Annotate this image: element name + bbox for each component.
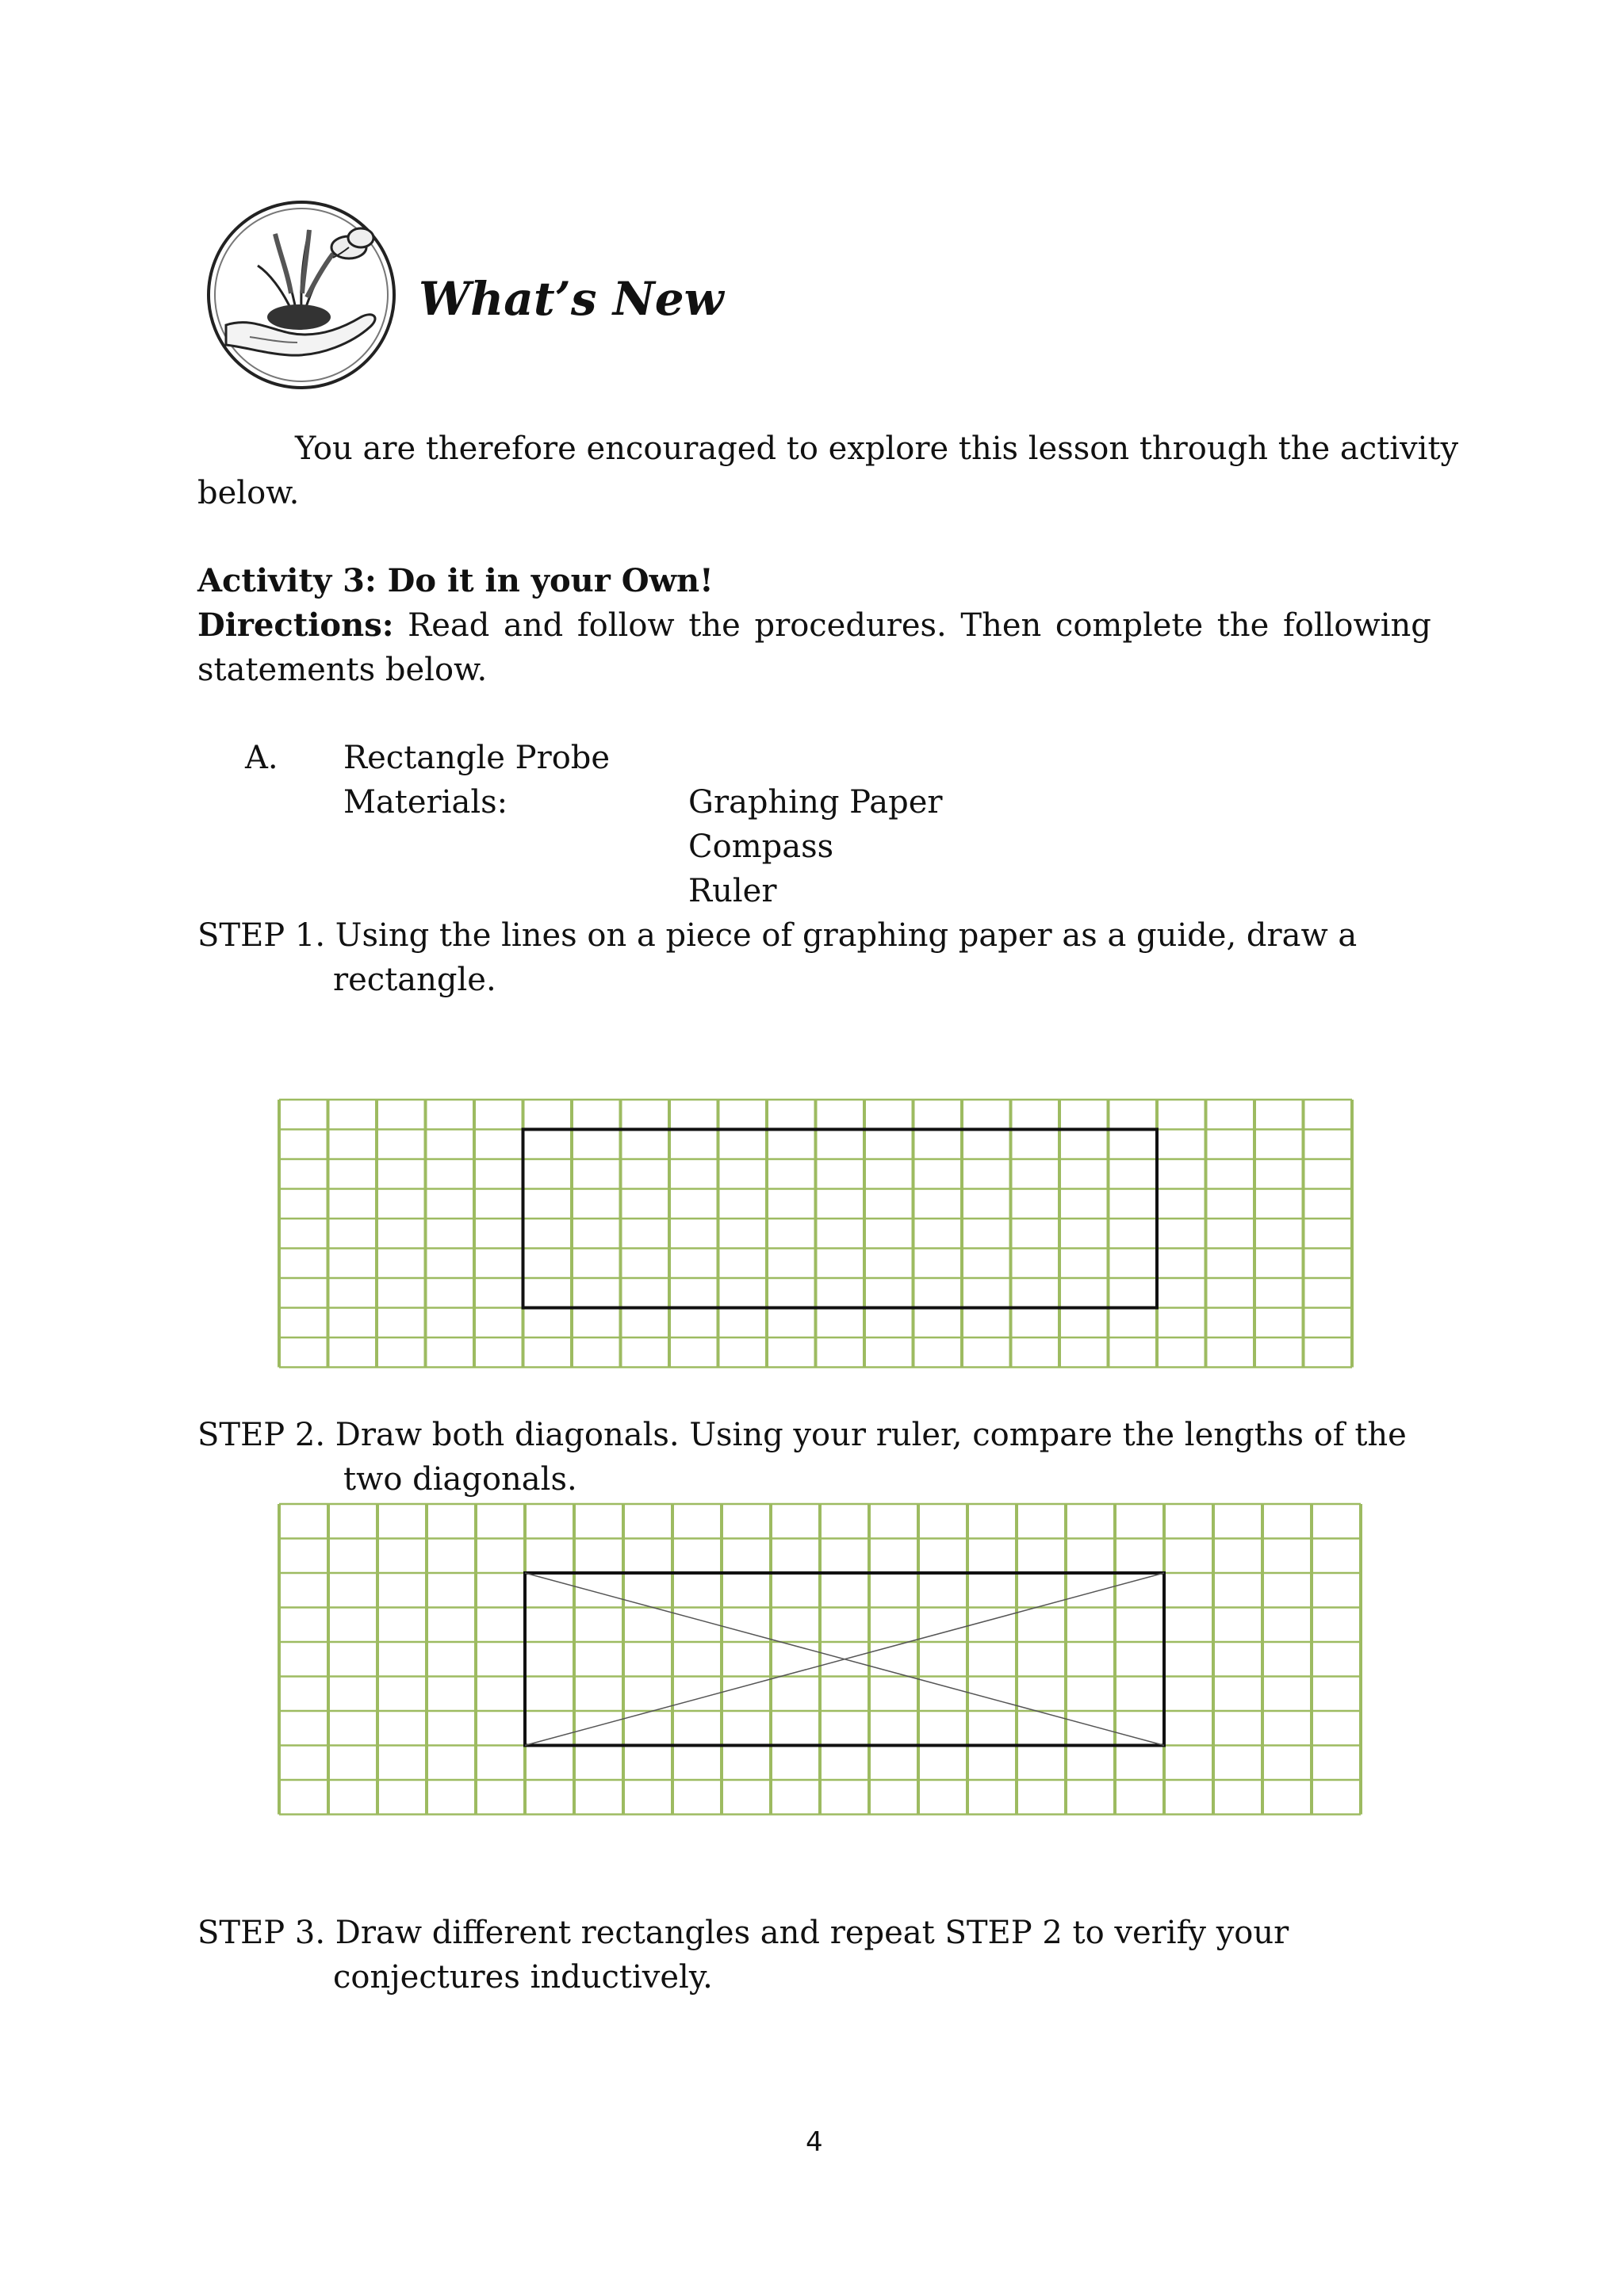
step-2-line-1: STEP 2. Draw both diagonals. Using your ruler, compare the lengths of the xyxy=(197,1417,1407,1453)
directions-word: follow xyxy=(576,607,675,644)
hand-holding-plant-icon xyxy=(202,198,400,392)
section-icon xyxy=(202,198,400,392)
page-number: 4 xyxy=(806,2126,823,2158)
step-1-line-1: STEP 1. Using the lines on a piece of graphing paper as a guide, draw a xyxy=(197,917,1358,954)
directions-line-2: statements below. xyxy=(197,652,488,688)
directions-word: the xyxy=(1216,607,1270,644)
directions-word: following xyxy=(1282,607,1431,644)
activity-title: Activity 3: Do it in your Own! xyxy=(197,562,714,599)
directions-word: complete xyxy=(1055,607,1204,644)
section-name: Rectangle Probe xyxy=(343,740,611,776)
material-item: Ruler xyxy=(688,873,777,909)
section-letter: A. xyxy=(245,740,278,776)
graph-paper-grid-2 xyxy=(278,1502,1365,1820)
step-2-line-2: two diagonals. xyxy=(343,1461,577,1498)
step-1-line-2: rectangle. xyxy=(333,962,496,998)
intro-line-2: below. xyxy=(197,475,300,511)
directions-line-1 xyxy=(197,603,1431,648)
step-3-line-1: STEP 3. Draw different rectangles and repeat STEP 2 to verify your xyxy=(197,1915,1289,1951)
directions-word: Then xyxy=(960,607,1042,644)
graph-paper-grid-1 xyxy=(278,1098,1356,1372)
section-title: What’s New xyxy=(419,272,724,326)
step-3-line-2: conjectures inductively. xyxy=(333,1959,713,1996)
material-item: Compass xyxy=(688,828,834,865)
directions-word: Read xyxy=(408,607,490,644)
directions-word: the xyxy=(688,607,741,644)
directions-word: procedures. xyxy=(754,607,947,644)
directions-word: and xyxy=(504,607,564,644)
material-item: Graphing Paper xyxy=(688,784,943,821)
materials-label: Materials: xyxy=(343,784,508,821)
directions-label: Directions: xyxy=(197,607,394,644)
intro-line-1: You are therefore encouraged to explore this lesson through the activity xyxy=(295,430,1459,467)
